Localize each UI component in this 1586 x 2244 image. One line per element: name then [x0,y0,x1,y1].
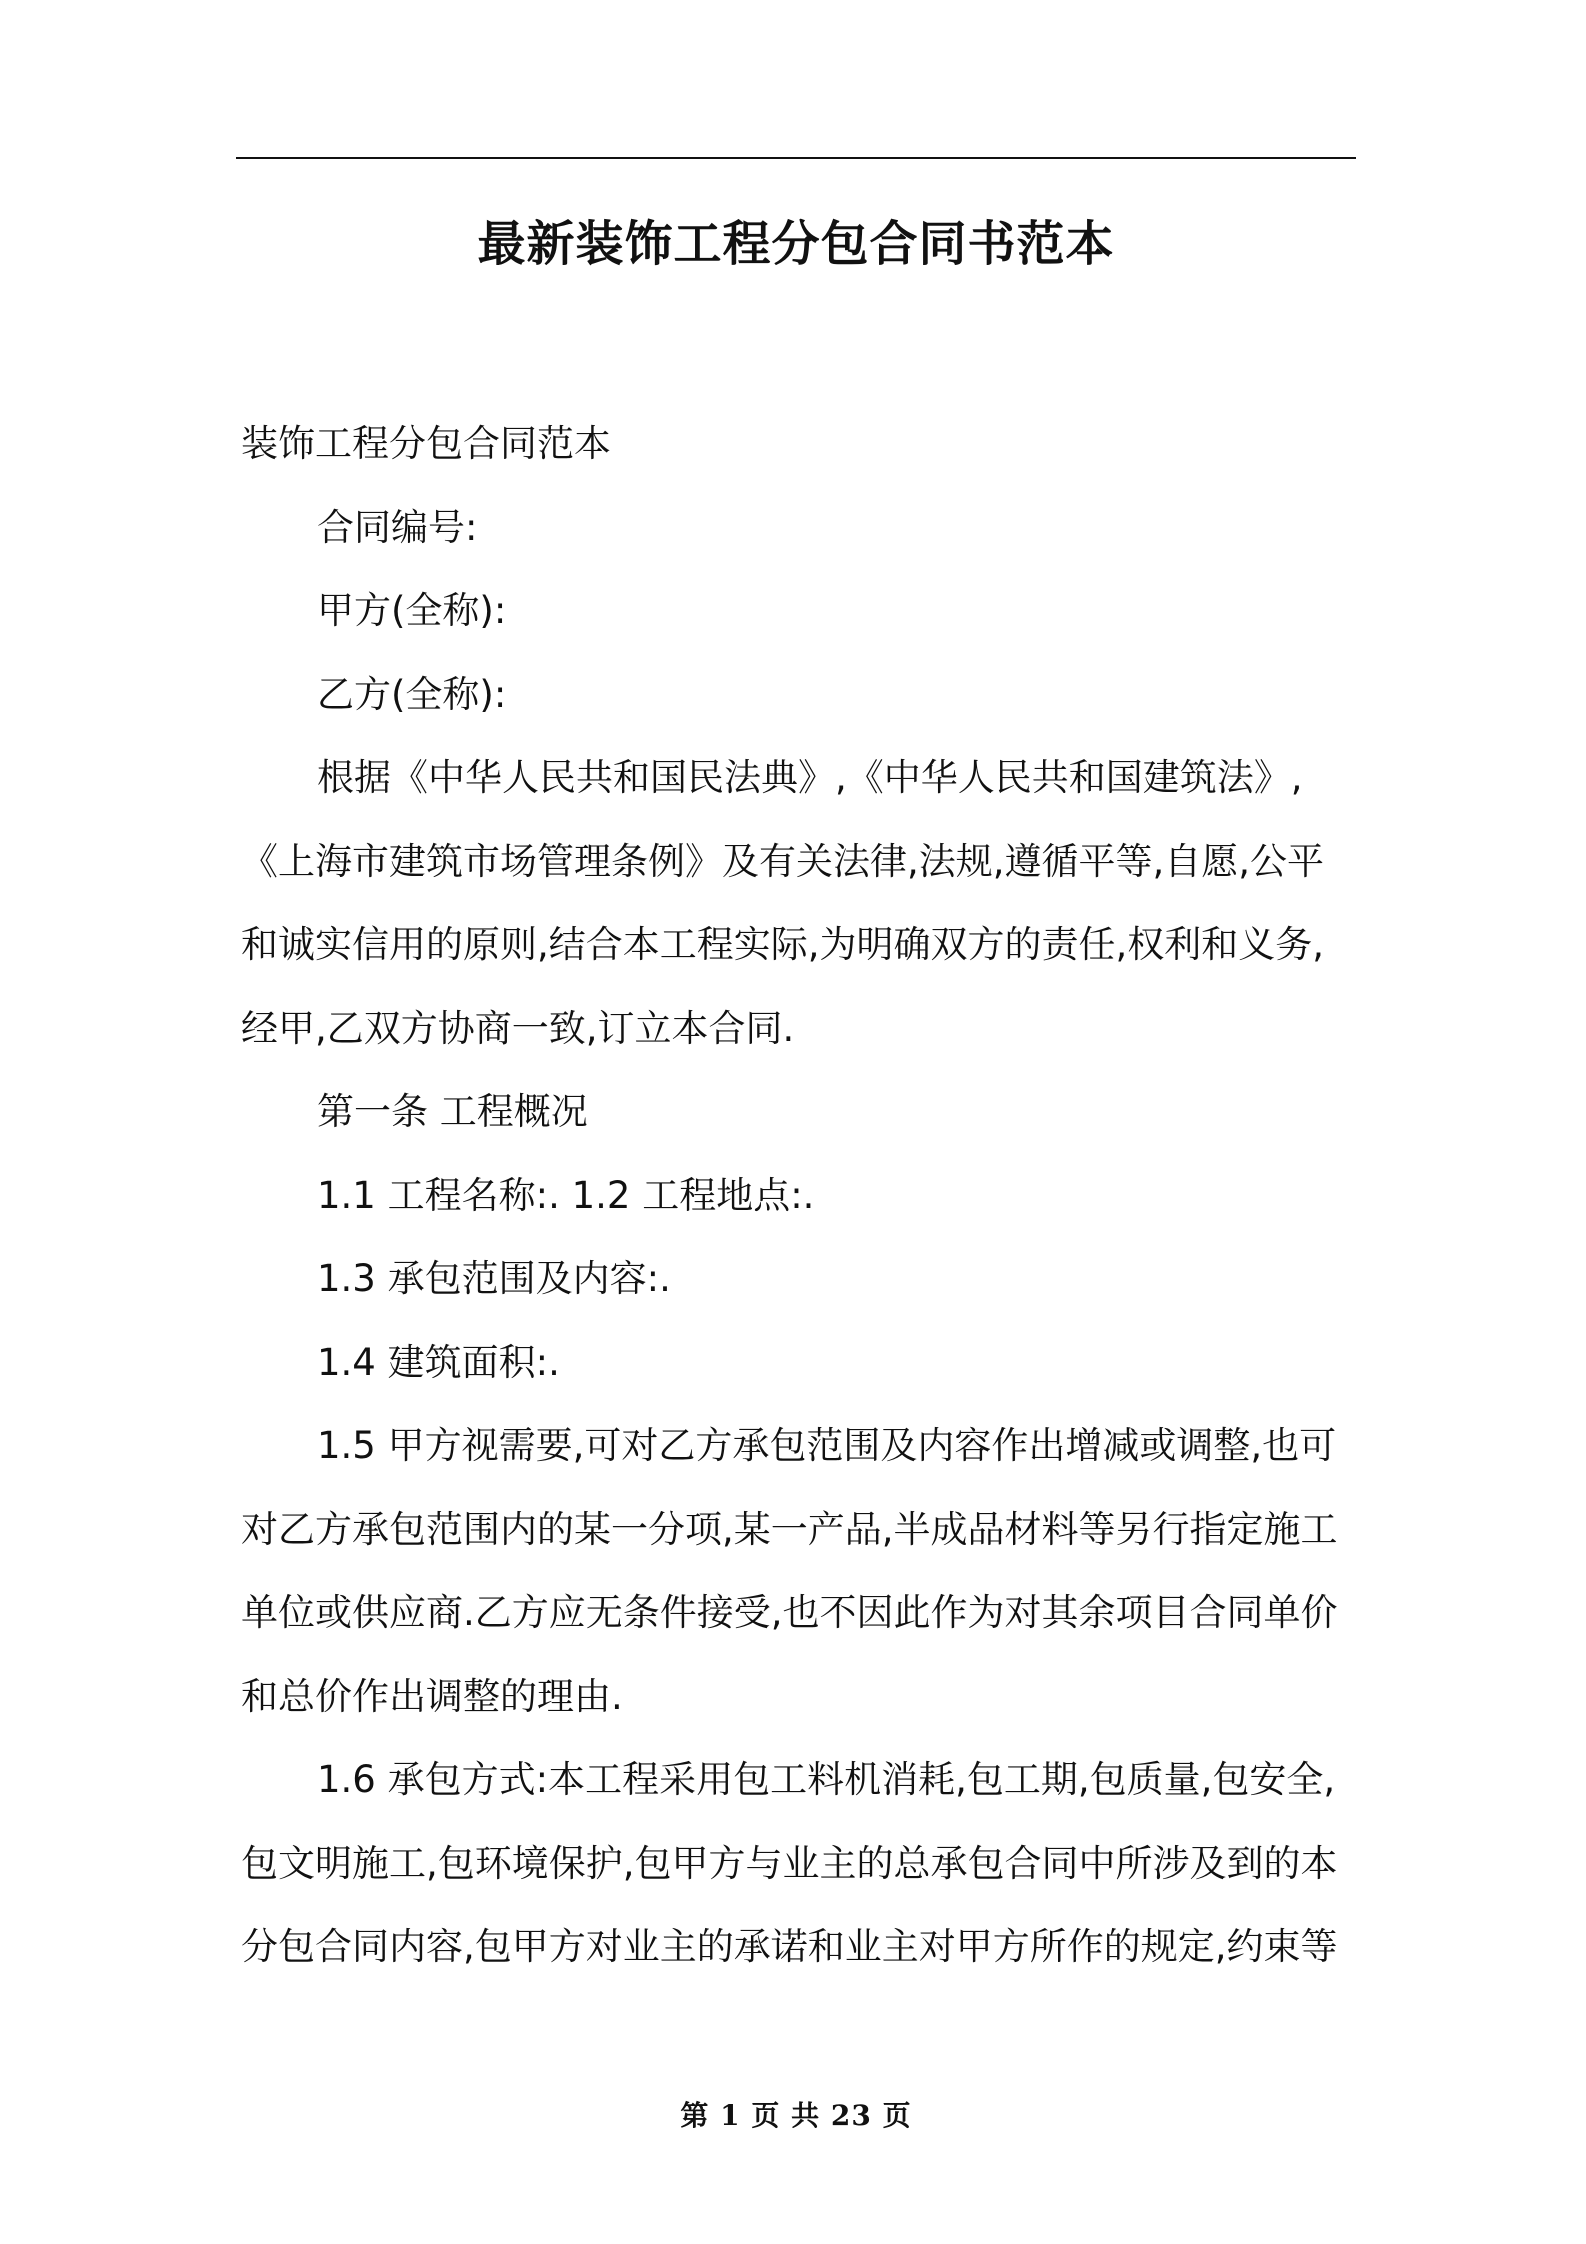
paragraph-party-a: 甲方(全称): [317,589,507,632]
paragraph-article-1-heading: 第一条 工程概况 [317,1090,588,1133]
paragraph-clause-1-5: 1.5 甲方视需要,可对乙方承包范围及内容作出增减或调整,也可对乙方承包范围内的某一分项,某一产品,半成品材料等另行指定施工单位或供应商.乙方应无条件接受,也不因此作为对其余项目合同单价和总价作出调整的理由. [241,1424,1338,1718]
paragraph-clause-1-4: 1.4 建筑面积:. [317,1340,560,1384]
paragraph-clause-1-1-1-2: 1.1 工程名称:. 1.2 工程地点:. [317,1173,815,1217]
document-title: 最新装饰工程分包合同书范本 [477,216,1115,272]
paragraph-subtitle: 装饰工程分包合同范本 [241,422,611,465]
paragraph-clause-1-6: 1.6 承包方式:本工程采用包工料机消耗,包工期,包质量,包安全,包文明施工,包环境保护,包甲方与业主的总承包合同中所涉及到的本分包合同内容,包甲方对业主的承诺和业主对甲方所作的规定,约束等 [241,1758,1338,1968]
document-body [241,402,1356,1989]
paragraph-party-b: 乙方(全称): [317,672,507,716]
page-number-footer: 第 1 页 共 23 页 [680,2099,912,2132]
paragraph-preamble: 根据《中华人民共和国民法典》,《中华人民共和国建筑法》,《上海市建筑市场管理条例》及有关法律,法规,遵循平等,自愿,公平和诚实信用的原则,结合本工程实际,为明确双方的责任,权利和义务,经甲,乙双方协商一致,订立本合同. [241,756,1325,1050]
paragraph-clause-1-3: 1.3 承包范围及内容:. [317,1257,671,1300]
header-rule [236,157,1356,159]
paragraph-contract-number: 合同编号: [317,505,478,549]
